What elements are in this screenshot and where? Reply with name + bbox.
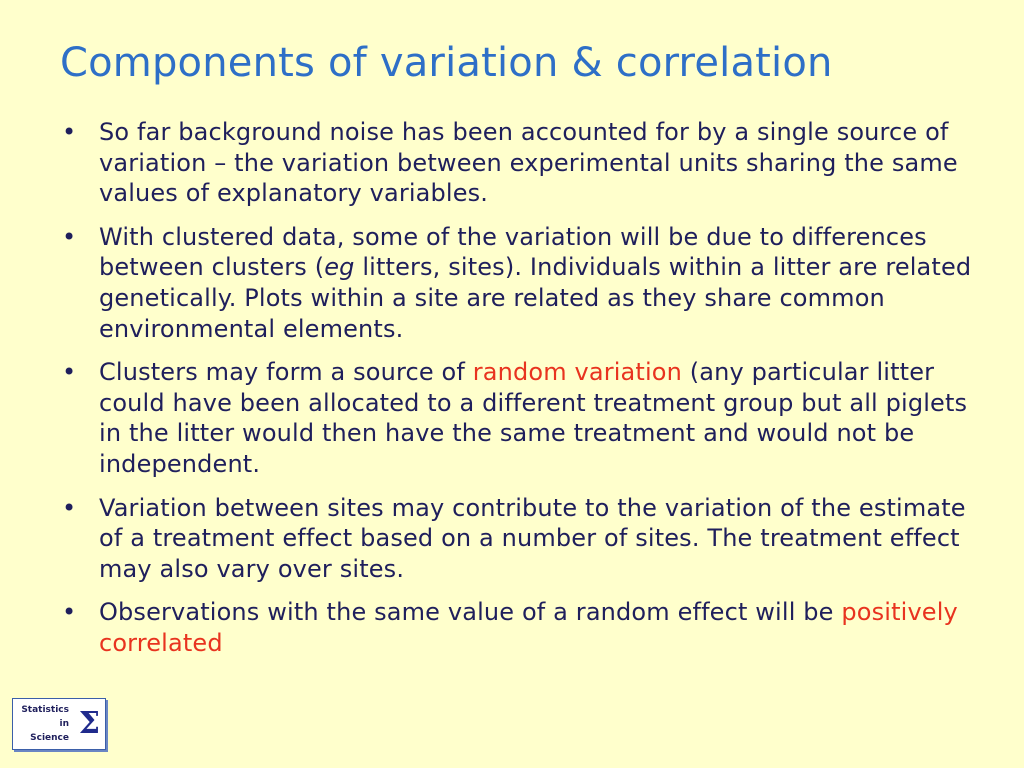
bullet-text — [99, 357, 973, 479]
bullet-item — [58, 222, 973, 344]
logo-text-in: in — [59, 719, 69, 729]
bullet-marker: • — [62, 118, 77, 146]
bullet-marker: • — [62, 222, 77, 251]
highlight-text: random variation — [472, 358, 682, 387]
bullet-item — [58, 597, 973, 658]
bullet-list — [58, 117, 973, 672]
bullet-text: Variation between sites may contribute to the variation of the estimate of a treatment effect based on a number of sites. The treatment effect may also vary over sites. — [99, 493, 966, 583]
highlight-text: positively correlated — [99, 598, 958, 657]
bullet-marker: • — [62, 493, 77, 522]
bullet-marker: • — [62, 598, 77, 627]
logo-box — [12, 698, 106, 750]
bullet-text-part: Observations with the same value of a random effect will be — [99, 598, 842, 627]
logo-text-science: Science — [30, 733, 69, 743]
bullet-text — [99, 597, 973, 658]
slide-title: Components of variation & correlation — [60, 40, 833, 86]
bullet-text-part: Clusters may form a source of — [99, 358, 473, 387]
bullet-item — [58, 493, 973, 585]
bullet-item — [58, 117, 973, 209]
bullet-item — [58, 357, 973, 479]
bullet-text-part: With clustered data, some of the variation will be due to differences between clusters ( — [99, 222, 927, 282]
statistics-in-science-logo — [10, 696, 110, 754]
bullet-text-part: (any particular litter could have been allocated to a different treatment group but all piglets in the litter would then have the same treatment and would not be independent. — [99, 358, 968, 478]
bullet-marker: • — [62, 358, 77, 387]
sigma-icon: Σ — [78, 706, 100, 741]
bullet-text-part: litters, sites). Individuals within a litter are related genetically. Plots within a site are related as they share common environmental elements. — [99, 253, 972, 343]
bullet-text — [99, 222, 973, 344]
bullet-text: So far background noise has been accounted for by a single source of variation – the variation between experimental units sharing the same values of explanatory variables. — [99, 118, 958, 208]
emphasis-text: eg — [324, 253, 355, 282]
logo-text-statistics: Statistics — [21, 705, 69, 715]
